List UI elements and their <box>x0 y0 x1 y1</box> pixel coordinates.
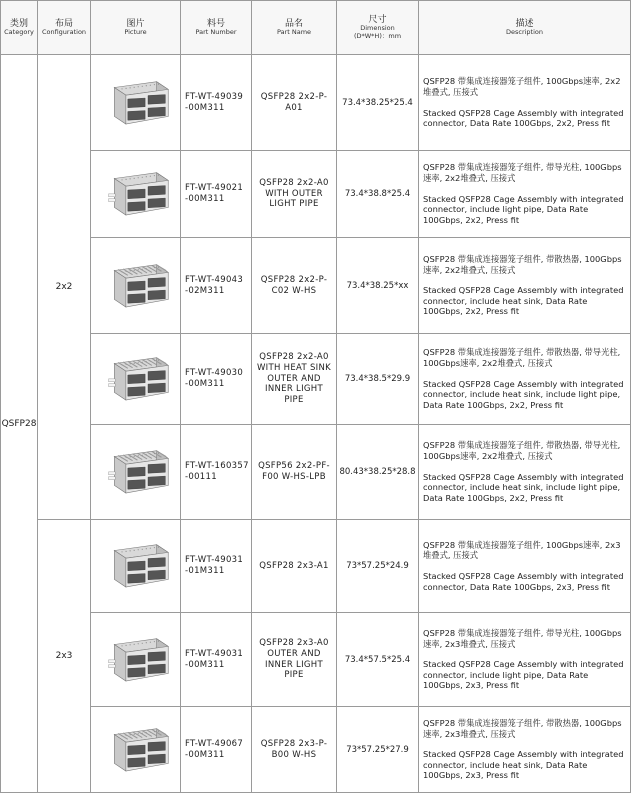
dimension: 73.4*38.5*29.9 <box>337 334 419 425</box>
part-number-line2: -01M311 <box>185 566 225 576</box>
part-number-line2: -00M311 <box>185 379 225 389</box>
part-number <box>181 334 252 425</box>
product-picture <box>91 238 181 334</box>
configuration-cell: 2x2 <box>38 55 91 520</box>
description <box>419 425 631 520</box>
header-part-name: 品名 Part Name <box>252 1 337 55</box>
part-number-line2: -00M311 <box>185 659 225 670</box>
description-zh: QSFP28 带集成连接器笼子组件, 带散热器, 带导光柱, 100Gbps速率, 2x2堆叠式, 压接式 <box>423 347 621 369</box>
part-number <box>181 425 252 520</box>
part-number <box>181 613 252 707</box>
table-row <box>1 151 631 238</box>
description-en: Stacked QSFP28 Cage Assembly with integrated connector, include heat sink, Data Rate 100Gbps, 2x3, Press fit <box>423 749 624 781</box>
product-picture <box>91 151 181 238</box>
description-gap <box>423 649 626 659</box>
description-gap <box>423 462 626 472</box>
part-name: QSFP28 2x2-A0 WITH OUTER LIGHT PIPE <box>252 151 337 238</box>
product-image <box>97 257 174 315</box>
description <box>419 238 631 334</box>
part-number-line2: -00M311 <box>185 749 225 760</box>
part-name: QSFP56 2x2-PF-F00 W-HS-LPB <box>252 425 337 520</box>
product-image <box>97 350 174 408</box>
part-number-line2: -02M311 <box>185 285 225 296</box>
part-number <box>181 238 252 334</box>
table-row <box>1 55 631 151</box>
description-en: Stacked QSFP28 Cage Assembly with integrated connector, include heat sink, include light pipe, Data Rate 100Gbps, 2x2, Press fit <box>423 378 624 410</box>
product-picture <box>91 520 181 613</box>
table-row <box>1 238 631 334</box>
product-image <box>97 721 174 779</box>
description-gap <box>423 369 626 379</box>
product-image <box>97 631 174 689</box>
description-zh: QSFP28 带集成连接器笼子组件, 带导光柱, 100Gbps速率, 2x3堆叠式, 压接式 <box>423 627 622 649</box>
part-number <box>181 55 252 151</box>
description-en: Stacked QSFP28 Cage Assembly with integrated connector, include light pipe, Data Rate 100Gbps, 2x3, Press fit <box>423 659 624 691</box>
part-number-line1: FT-WT-49031 <box>185 648 244 659</box>
description <box>419 151 631 238</box>
description-en: Stacked QSFP28 Cage Assembly with integrated connector, Data Rate 100Gbps, 2x3, Press fit <box>423 571 624 592</box>
description-zh: QSFP28 带集成连接器笼子组件, 带散热器, 100Gbps速率, 2x3堆叠式, 压接式 <box>423 717 622 739</box>
product-image <box>97 165 174 223</box>
part-name: QSFP28 2x2-A0 WITH HEAT SINK OUTER AND INNER LIGHT PIPE <box>252 334 337 425</box>
description-zh: QSFP28 带集成连接器笼子组件, 带散热器, 100Gbps速率, 2x2堆叠式, 压接式 <box>423 253 622 275</box>
description-en: Stacked QSFP28 Cage Assembly with integrated connector, include light pipe, Data Rate 100Gbps, 2x2, Press fit <box>423 193 624 225</box>
description-gap <box>423 275 626 285</box>
description-en: Stacked QSFP28 Cage Assembly with integrated connector, Data Rate 100Gbps, 2x2, Press fit <box>423 107 624 129</box>
dimension: 73.4*57.5*25.4 <box>337 613 419 707</box>
description-en: Stacked QSFP28 Cage Assembly with integrated connector, include heat sink, Data Rate 100Gbps, 2x2, Press fit <box>423 285 624 317</box>
description-gap <box>423 98 626 108</box>
header-picture: 图片 Picture <box>91 1 181 55</box>
configuration-cell: 2x3 <box>38 520 91 793</box>
product-picture <box>91 707 181 793</box>
part-name: QSFP28 2x3-A1 <box>252 520 337 613</box>
table-row <box>1 334 631 425</box>
dimension: 80.43*38.25*28.8 <box>337 425 419 520</box>
part-number <box>181 520 252 613</box>
part-number <box>181 151 252 238</box>
description-zh: QSFP28 带集成连接器笼子组件, 带导光柱, 100Gbps速率, 2x2堆叠式, 压接式 <box>423 162 622 184</box>
part-number-line1: FT-WT-49021 <box>185 183 244 194</box>
header-configuration: 布局 Configuration <box>38 1 91 55</box>
product-picture <box>91 55 181 151</box>
description <box>419 707 631 793</box>
description <box>419 55 631 151</box>
header-dimension: 尺寸 Dimension (D*W*H)：mm <box>337 1 419 55</box>
product-image <box>97 537 174 595</box>
product-image <box>97 74 174 132</box>
header-description: 描述 Description <box>419 1 631 55</box>
part-name: QSFP28 2x3-P-B00 W-HS <box>252 707 337 793</box>
part-name: QSFP28 2x2-P-A01 <box>252 55 337 151</box>
table-row <box>1 425 631 520</box>
description-gap <box>423 739 626 749</box>
part-name: QSFP28 2x2-P-C02 W-HS <box>252 238 337 334</box>
description-zh: QSFP28 带集成连接器笼子组件, 100Gbps速率, 2x3堆叠式, 压接式 <box>423 539 621 561</box>
description <box>419 520 631 613</box>
description-en: Stacked QSFP28 Cage Assembly with integrated connector, include heat sink, include light pipe, Data Rate 100Gbps, 2x2, Press fit <box>423 471 624 503</box>
part-number-line2: -00M311 <box>185 102 225 113</box>
category-cell: QSFP28 <box>1 55 38 793</box>
description-zh: QSFP28 带集成连接器笼子组件, 100Gbps速率, 2x2堆叠式, 压接式 <box>423 76 621 97</box>
header-category: 类别 Category <box>1 1 38 55</box>
product-image <box>97 443 174 501</box>
dimension: 73.4*38.25*25.4 <box>337 55 419 151</box>
part-number-line1: FT-WT-49067 <box>185 738 244 749</box>
dimension: 73*57.25*24.9 <box>337 520 419 613</box>
dimension: 73.4*38.25*xx <box>337 238 419 334</box>
dimension: 73*57.25*27.9 <box>337 707 419 793</box>
description-gap <box>423 561 626 571</box>
table-row <box>1 520 631 613</box>
description <box>419 613 631 707</box>
part-number-line1: FT-WT-49030 <box>185 368 244 379</box>
description-zh: QSFP28 带集成连接器笼子组件, 带散热器, 带导光柱, 100Gbps速率, 2x2堆叠式, 压接式 <box>423 440 621 462</box>
product-picture <box>91 334 181 425</box>
table-row <box>1 613 631 707</box>
part-number-line1: FT-WT-160357 <box>185 461 249 472</box>
part-number-line2: -00M311 <box>185 194 225 204</box>
part-number-line2: -00111 <box>185 472 217 482</box>
part-number-line1: FT-WT-49043 <box>185 274 244 285</box>
table-row <box>1 707 631 793</box>
product-picture <box>91 425 181 520</box>
part-number-line1: FT-WT-49031 <box>185 555 244 566</box>
description-gap <box>423 184 626 194</box>
product-picture <box>91 613 181 707</box>
part-number <box>181 707 252 793</box>
dimension: 73.4*38.8*25.4 <box>337 151 419 238</box>
part-name: QSFP28 2x3-A0 OUTER AND INNER LIGHT PIPE <box>252 613 337 707</box>
description <box>419 334 631 425</box>
header-part-number: 料号 Part Number <box>181 1 252 55</box>
part-number-line1: FT-WT-49039 <box>185 91 244 102</box>
header-row <box>1 1 631 55</box>
